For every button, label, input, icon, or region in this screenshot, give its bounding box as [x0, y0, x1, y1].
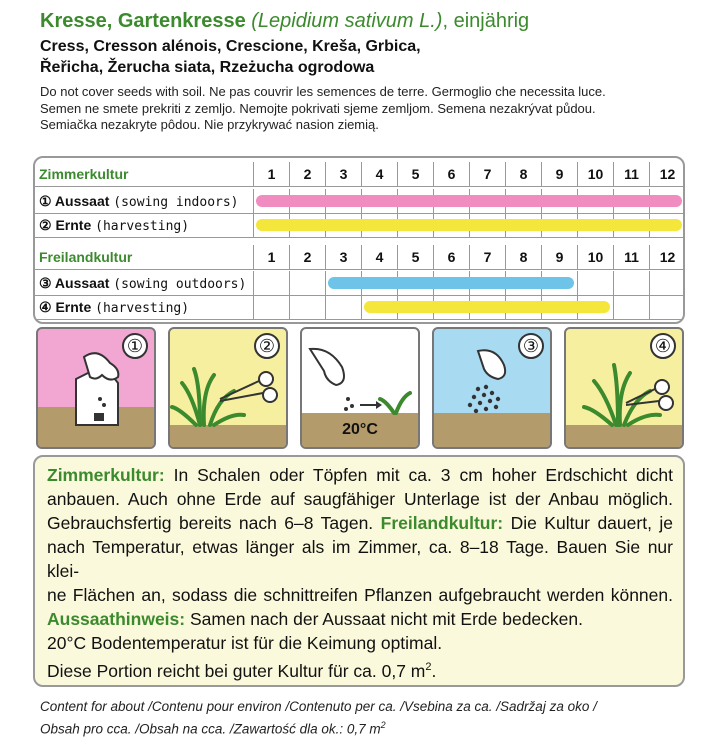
step-label: ① Aussaat	[39, 193, 114, 209]
month-header: 7	[469, 162, 505, 186]
info-line-2: anbauen. Auch ohne Erde auf saugfähiger Unterlage ist der Anbau möglich.	[47, 489, 673, 509]
note-line: Semen ne smete prekriti z zemljo. Nemojte pokrivati sjeme zemljom. Semena nezakrývat půdou.	[40, 100, 596, 116]
info-superscript: 2	[425, 661, 432, 673]
seed-notes	[40, 84, 710, 134]
month-cell	[325, 295, 361, 319]
picto-germination	[300, 327, 420, 449]
info-text: Die Kultur dauert, je	[510, 513, 673, 533]
cultivation-info	[33, 455, 685, 687]
month-cell	[577, 271, 613, 295]
month-header: 6	[433, 162, 469, 186]
info-line-5: ne Flächen an, sodass die schnittreifen Pflanzen aufgebraucht werden können.	[47, 585, 673, 605]
product-header	[40, 8, 710, 134]
info-text: .	[431, 660, 437, 681]
month-header: 1	[253, 162, 289, 186]
month-header: 8	[505, 245, 541, 269]
indoor-sow-label	[39, 189, 239, 213]
pictogram-strip	[36, 327, 686, 449]
month-header: 6	[433, 245, 469, 269]
indoor-harvest-bar	[256, 219, 682, 231]
footer-line-1: Content for about /Contenu pour environ /Contenuto per ca. /Vsebina za ca. /Sadržaj za oko /	[40, 699, 597, 714]
info-text: Gebrauchsfertig bereits nach 6–8 Tagen.	[47, 513, 374, 533]
info-line-4: nach Temperatur, etwas länger als im Zimmer, ca. 8–18 Tage. Bauen Sie nur klei-	[47, 537, 673, 581]
month-header: 11	[613, 162, 649, 186]
info-text: In Schalen oder Töpfen mit ca. 3 cm hoher Erdschicht dicht	[173, 465, 673, 485]
calendar-row-outdoor-header	[35, 245, 683, 269]
indoor-label: Zimmerkultur:	[47, 465, 165, 485]
step-number-2: ②	[254, 333, 280, 359]
month-header: 8	[505, 162, 541, 186]
month-header: 3	[325, 245, 361, 269]
step-label: ④ Ernte	[39, 299, 96, 315]
info-line-1	[47, 463, 673, 487]
step-number-4: ④	[650, 333, 676, 359]
picto-indoor-harvest	[168, 327, 288, 449]
month-cell	[649, 271, 685, 295]
calendar-row-indoor-harvest	[35, 213, 683, 237]
row-divider	[35, 186, 683, 187]
names-line-2: Řeřicha, Žerucha siata, Rzeżucha ogrodowa	[40, 59, 375, 76]
info-line-8	[47, 655, 673, 683]
indoor-harvest-label	[39, 213, 189, 237]
outdoor-harvest-label	[39, 295, 189, 319]
month-cell	[613, 295, 649, 319]
month-header: 10	[577, 245, 613, 269]
month-cell	[253, 295, 289, 319]
hint-label: Aussaathinweis:	[47, 609, 186, 629]
month-cell	[253, 271, 289, 295]
picto-outdoor-sowing	[432, 327, 552, 449]
month-cell	[613, 271, 649, 295]
info-line-6	[47, 607, 673, 631]
step-label: ③ Aussaat	[39, 275, 114, 291]
info-text: Samen nach der Aussaat nicht mit Erde bedecken.	[189, 609, 583, 629]
step-number-1: ①	[122, 333, 148, 359]
month-header: 2	[289, 162, 325, 186]
indoor-heading: Zimmerkultur	[39, 166, 129, 182]
calendar-row-indoor-sow	[35, 189, 683, 213]
info-line-7: 20°C Bodentemperatur ist für die Keimung optimal.	[47, 633, 443, 653]
month-header: 12	[649, 245, 685, 269]
outdoor-label: Freilandkultur:	[380, 513, 504, 533]
step-number-3: ③	[518, 333, 544, 359]
month-cell	[289, 271, 325, 295]
outdoor-sow-label	[39, 271, 246, 295]
step-note: (harvesting)	[95, 219, 190, 234]
month-header: 4	[361, 245, 397, 269]
outdoor-sow-bar	[328, 277, 574, 289]
title-latin-name: (Lepidium sativum L.)	[251, 10, 443, 32]
footer-text: Obsah pro cca. /Obsah na cca. /Zawartość dla ok.: 0,7 m	[40, 721, 381, 737]
indoor-sow-bar	[256, 195, 682, 207]
picto-outdoor-harvest	[564, 327, 684, 449]
month-header: 10	[577, 162, 613, 186]
month-header: 3	[325, 162, 361, 186]
info-line-3	[47, 511, 673, 535]
month-cell	[289, 295, 325, 319]
month-header: 4	[361, 162, 397, 186]
footer-superscript: 2	[380, 720, 386, 730]
row-divider	[35, 269, 683, 270]
month-header: 1	[253, 245, 289, 269]
product-title	[40, 8, 710, 34]
picto-indoor-sowing	[36, 327, 156, 449]
month-header: 7	[469, 245, 505, 269]
info-text: Diese Portion reicht bei guter Kultur für ca. 0,7 m	[47, 660, 426, 681]
step-note: (sowing outdoors)	[113, 277, 247, 292]
temperature-label: 20°C	[342, 421, 378, 438]
step-note: (harvesting)	[95, 301, 190, 316]
sowing-calendar	[33, 156, 685, 324]
month-header: 5	[397, 162, 433, 186]
outdoor-heading: Freilandkultur	[39, 249, 133, 265]
row-divider	[35, 237, 683, 238]
month-cell	[649, 295, 685, 319]
month-header: 11	[613, 245, 649, 269]
note-line: Do not cover seeds with soil. Ne pas couvrir les semences de terre. Germoglio che necessita luce.	[40, 84, 606, 99]
translated-names	[40, 36, 710, 78]
calendar-row-outdoor-harvest	[35, 295, 683, 319]
month-header: 12	[649, 162, 685, 186]
outdoor-harvest-bar	[364, 301, 610, 313]
month-header: 2	[289, 245, 325, 269]
step-note: (sowing indoors)	[113, 195, 239, 210]
calendar-row-indoor-header	[35, 162, 683, 186]
content-footer	[40, 697, 710, 739]
title-name: Kresse, Gartenkresse	[40, 10, 246, 32]
title-suffix: , einjährig	[442, 10, 530, 32]
calendar-row-outdoor-sow	[35, 271, 683, 295]
step-label: ② Ernte	[39, 217, 96, 233]
names-line-1: Cress, Cresson alénois, Crescione, Kreša, Grbica,	[40, 38, 421, 55]
note-line: Semiačka nezakryte pôdou. Nie przykrywać nasion ziemią.	[40, 117, 379, 132]
month-header: 9	[541, 162, 577, 186]
month-header: 5	[397, 245, 433, 269]
footer-line-2	[40, 716, 710, 739]
row-divider	[35, 319, 683, 320]
month-header: 9	[541, 245, 577, 269]
